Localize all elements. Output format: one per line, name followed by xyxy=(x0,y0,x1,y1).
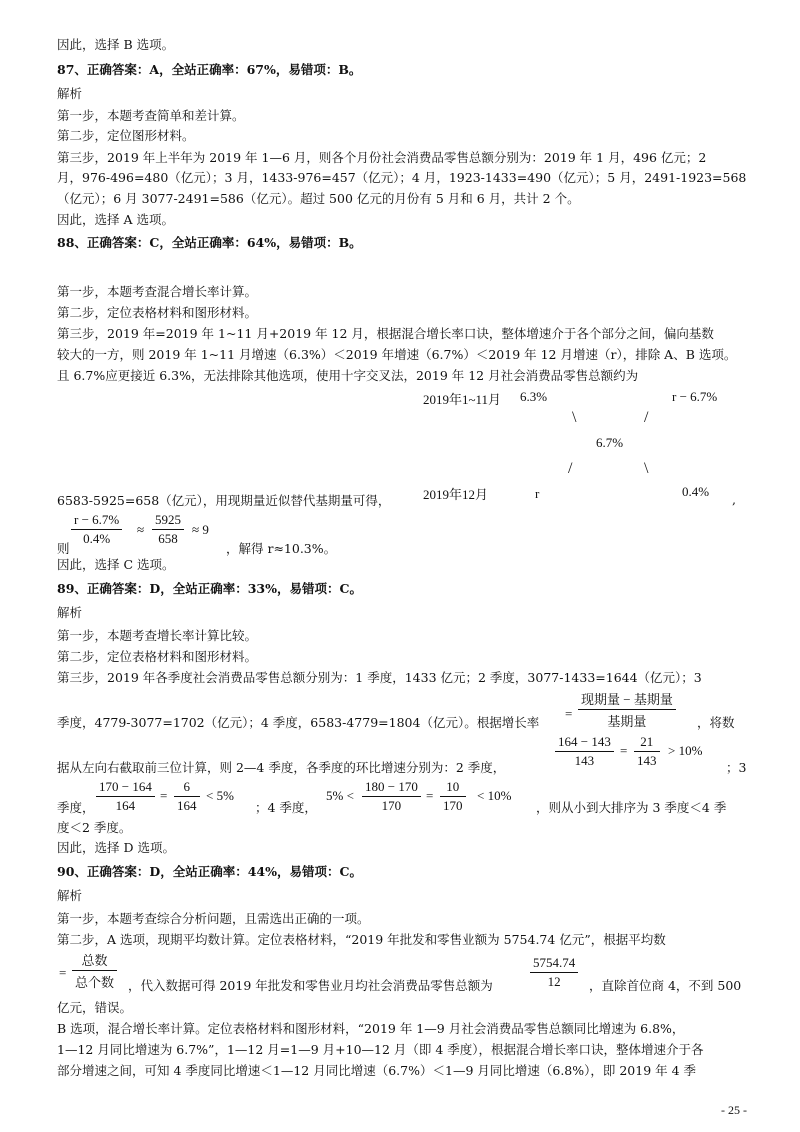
text-line: 第一步，本题考查简单和差计算。 xyxy=(57,108,245,123)
numerator: 164 − 143 xyxy=(555,734,614,752)
text-line: ，代入数据可得 2019 年批发和零售业月均社会消费品零售总额为 xyxy=(128,978,493,993)
text-line: 因此，选择 A 选项。 xyxy=(57,212,174,227)
text-line: 亿元，错误。 xyxy=(57,1000,133,1015)
denominator: 143 xyxy=(574,753,595,768)
text-line: 因此，选择 C 选项。 xyxy=(57,557,175,572)
text-line: 则 xyxy=(57,541,70,556)
text-line: 第一步，本题考查增长率计算比较。 xyxy=(57,628,258,643)
cross-rate-b: r xyxy=(535,486,540,501)
cross-line-backslash: \ xyxy=(572,409,577,426)
text-line: 据从左向右截取前三位计算，则 2—4 季度，各季度的环比增速分别为：2 季度， xyxy=(57,760,506,775)
text-line: 较大的一方，则 2019 年 1~11 月增速（6.3%）＜2019 年增速（6.7%）＜2019 年 12 月增速（r），排除 A、B 选项。 xyxy=(57,347,737,362)
answer-heading-90: 90、正确答案：D，全站正确率：44%，易错项：C。 xyxy=(57,864,362,879)
formula-fraction xyxy=(530,955,578,990)
denominator: 总个数 xyxy=(75,975,115,990)
numerator: 5925 xyxy=(152,512,184,530)
numerator: 21 xyxy=(634,734,660,752)
text-line: 第二步，定位表格材料和图形材料。 xyxy=(57,649,258,664)
text-line: 6583-5925=658（亿元），用现期量近似替代基期量可得， xyxy=(57,493,391,508)
cross-label-b: 2019年12月 xyxy=(423,487,489,502)
math-symbol: = xyxy=(620,743,628,758)
formula-fraction xyxy=(72,950,117,991)
math-text: < 10% xyxy=(477,788,512,803)
cross-line-slash: / xyxy=(568,460,573,477)
cross-rate-a: 6.3% xyxy=(520,389,548,404)
denominator: 658 xyxy=(158,531,178,546)
text-line: 第二步，A 选项，现期平均数计算。定位表格材料，“2019 年批发和零售业额为 5754.74 亿元”，根据平均数 xyxy=(57,932,666,947)
answer-heading-87: 87、正确答案：A，全站正确率：67%，易错项：B。 xyxy=(57,62,362,77)
cross-line-backslash: \ xyxy=(644,460,649,477)
math-text: 5% < xyxy=(326,788,354,803)
formula-fraction xyxy=(555,734,614,769)
text-line: 1—12 月同比增速为 6.7%”，1—12 月=1—9 月+10—12 月（即 4 季度），根据混合增长率口诀，整体增速介于各 xyxy=(57,1042,704,1057)
numerator: 180 − 170 xyxy=(362,779,421,797)
denominator: 基期量 xyxy=(607,714,647,729)
numerator: r − 6.7% xyxy=(71,512,122,530)
numerator: 总数 xyxy=(72,950,117,971)
formula-fraction xyxy=(174,779,200,814)
math-symbol: = xyxy=(426,788,434,803)
text-line: 度＜2 季度。 xyxy=(57,820,132,835)
text-line: ，解得 r≈10.3%。 xyxy=(226,541,337,556)
formula-fraction xyxy=(440,779,466,814)
formula-fraction xyxy=(96,779,155,814)
text-line: B 选项，混合增长率计算。定位表格材料和图形材料，“2019 年 1—9 月社会消费品零售总额同比增速为 6.8%， xyxy=(57,1021,685,1036)
text-line: ，直除首位商 4，不到 500 xyxy=(589,978,742,993)
formula-fraction xyxy=(362,779,421,814)
math-symbol: ≈ xyxy=(137,522,145,537)
page-number: - 25 - xyxy=(721,1103,747,1117)
formula-fraction xyxy=(578,689,676,730)
text-line: 第三步，2019 年上半年为 2019 年 1—6 月，则各个月份社会消费品零售总额分别为：2019 年 1 月，496 亿元；2 xyxy=(57,150,707,165)
numerator: 10 xyxy=(440,779,466,797)
text-line: 季度， xyxy=(57,800,95,815)
text-line: （亿元）；6 月 3077-2491=586（亿元）。超过 500 亿元的月份有 5 月和 6 月，共计 2 个。 xyxy=(57,191,580,206)
text-line: ；4 季度， xyxy=(255,800,317,815)
math-text: < 5% xyxy=(206,788,234,803)
numerator: 6 xyxy=(174,779,200,797)
numerator: 5754.74 xyxy=(530,955,578,973)
text-line: 第二步，定位表格材料和图形材料。 xyxy=(57,305,258,320)
cross-bottom-right: 0.4% xyxy=(682,484,710,499)
analysis-label: 解析 xyxy=(57,888,83,903)
text-line: 月，976-496=480（亿元）；3 月，1433-976=457（亿元）；4 月，1923-1433=490（亿元）；5 月，2491-1923=568 xyxy=(57,170,747,185)
text-line: 且 6.7%应更接近 6.3%，无法排除其他选项，使用十字交叉法，2019 年 12 月社会消费品零售总额约为 xyxy=(57,368,639,383)
formula-fraction xyxy=(71,512,122,547)
cross-label-a: 2019年1~11月 xyxy=(423,392,502,407)
text-line: 因此，选择 B 选项。 xyxy=(57,37,175,52)
math-text: ≈ 9 xyxy=(192,522,209,537)
numerator: 170 − 164 xyxy=(96,779,155,797)
denominator: 170 xyxy=(443,798,463,813)
denominator: 164 xyxy=(177,798,197,813)
text-line: 第一步，本题考查综合分析问题，且需选出正确的一项。 xyxy=(57,911,370,926)
cross-center: 6.7% xyxy=(596,435,624,450)
text-line: ，将数 xyxy=(697,715,735,730)
math-symbol: = xyxy=(59,965,67,980)
text-line: 第三步，2019 年各季度社会消费品零售总额分别为：1 季度，1433 亿元；2 季度，3077-1433=1644（亿元）；3 xyxy=(57,670,702,685)
text-line: ，则从小到大排序为 3 季度＜4 季 xyxy=(536,800,727,815)
text-line: 季度，4779-3077=1702（亿元）；4 季度，6583-4779=1804（亿元）。根据增长率 xyxy=(57,715,540,730)
math-symbol: = xyxy=(565,706,573,721)
denominator: 0.4% xyxy=(83,531,111,546)
numerator: 现期量 − 基期量 xyxy=(578,689,676,710)
denominator: 170 xyxy=(381,798,402,813)
analysis-label: 解析 xyxy=(57,605,83,620)
denominator: 164 xyxy=(115,798,136,813)
text-line: 部分增速之间，可知 4 季度同比增速＜1—12 月同比增速（6.7%）＜1—9 月同比增速（6.8%），即 2019 年 4 季 xyxy=(57,1063,697,1078)
text-line: ；3 xyxy=(726,760,747,775)
answer-heading-88: 88、正确答案：C，全站正确率：64%，易错项：B。 xyxy=(57,235,362,250)
text-line: 第三步，2019 年=2019 年 1~11 月+2019 年 12 月，根据混合增长率口诀，整体增速介于各个部分之间，偏向基数 xyxy=(57,326,714,341)
answer-heading-89: 89、正确答案：D，全站正确率：33%，易错项：C。 xyxy=(57,581,362,596)
math-text: > 10% xyxy=(668,743,703,758)
math-symbol: = xyxy=(160,788,168,803)
cross-line-slash: / xyxy=(644,409,649,426)
text-line: 第二步，定位图形材料。 xyxy=(57,128,195,143)
text-line: , xyxy=(732,492,736,507)
denominator: 143 xyxy=(637,753,657,768)
formula-fraction xyxy=(152,512,184,547)
analysis-label: 解析 xyxy=(57,86,83,101)
text-line: 因此，选择 D 选项。 xyxy=(57,840,175,855)
text-line: 第一步，本题考查混合增长率计算。 xyxy=(57,284,258,299)
formula-fraction xyxy=(634,734,660,769)
cross-top-right: r − 6.7% xyxy=(672,389,718,404)
denominator: 12 xyxy=(547,974,561,989)
